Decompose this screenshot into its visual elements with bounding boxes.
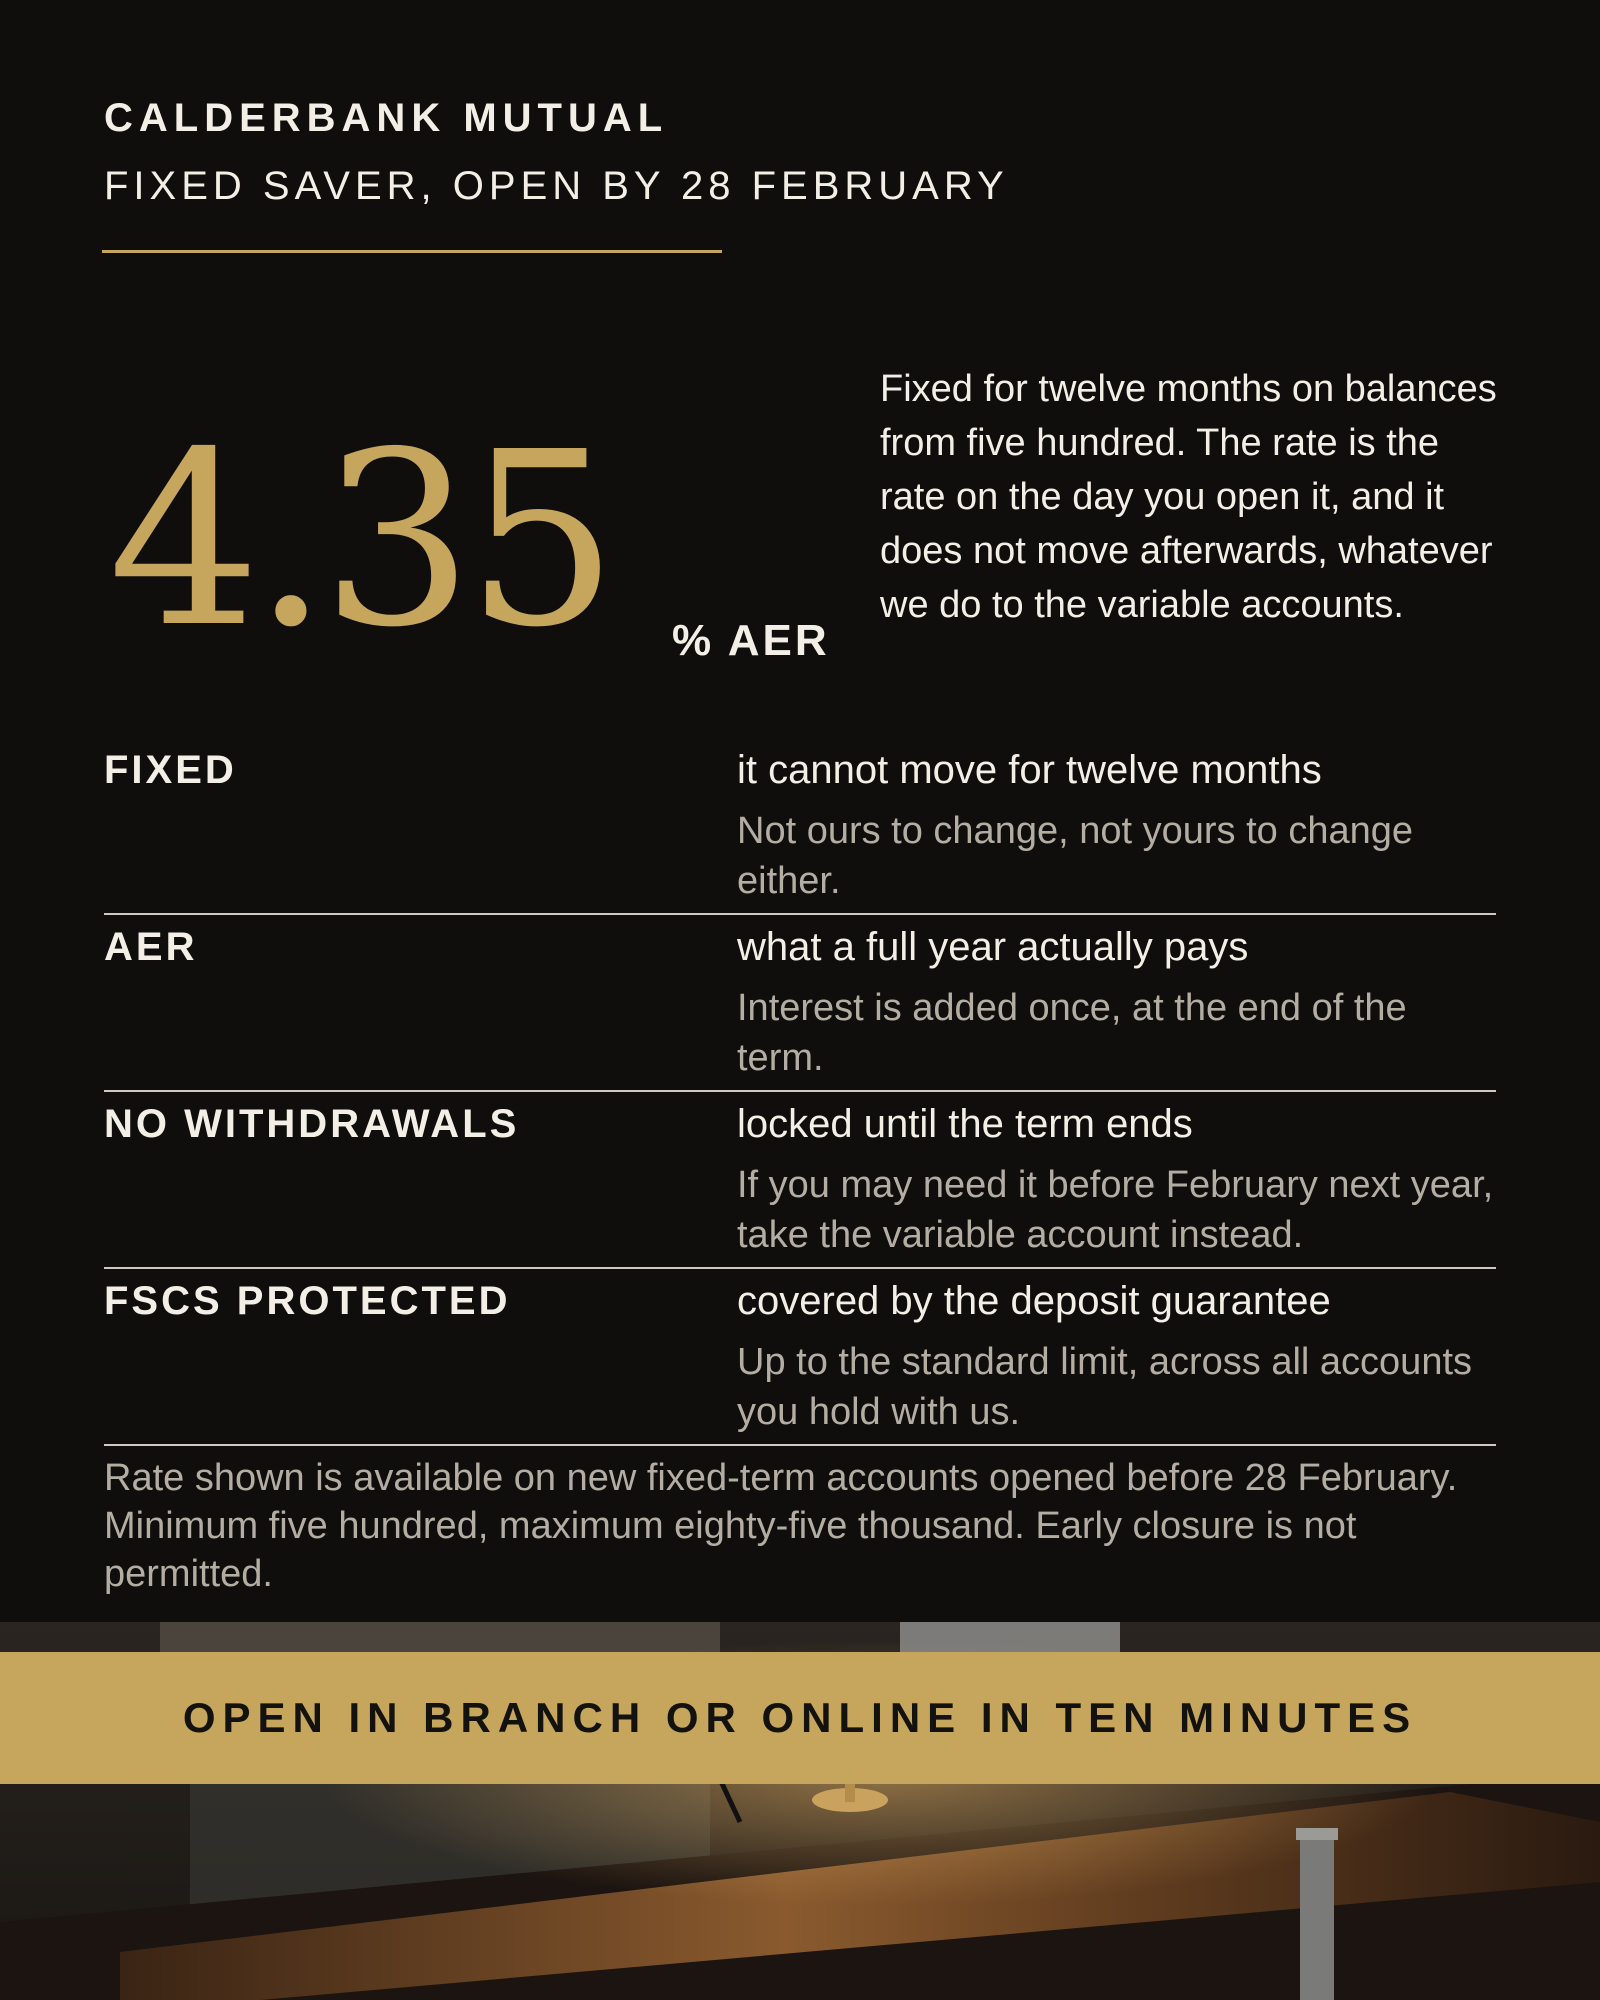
term-headline: it cannot move for twelve months xyxy=(737,748,1322,792)
term-row-no-withdrawals xyxy=(104,1092,1496,1269)
product-subtitle: FIXED SAVER, OPEN BY 28 FEBRUARY xyxy=(104,164,1009,208)
term-row-fscs-protected xyxy=(104,1269,1496,1446)
rate-intro: Fixed for twelve months on balances from five hundred. The rate is the rate on the day you open it, and it does not move afterwards, whatever we do to the variable accounts. xyxy=(880,368,1497,626)
term-label: AER xyxy=(104,925,198,969)
term-detail: If you may need it before February next year, take the variable account instead. xyxy=(737,1164,1494,1256)
gold-divider xyxy=(102,250,722,253)
term-detail: Interest is added once, at the end of the term. xyxy=(737,987,1407,1079)
term-detail: Not ours to change, not yours to change either. xyxy=(737,810,1413,902)
term-label: NO WITHDRAWALS xyxy=(104,1102,520,1146)
term-headline: covered by the deposit guarantee xyxy=(737,1279,1331,1323)
term-row-fixed xyxy=(104,738,1496,915)
term-label: FSCS PROTECTED xyxy=(104,1279,511,1323)
term-headline: locked until the term ends xyxy=(737,1102,1193,1146)
term-label: FIXED xyxy=(104,748,237,792)
term-row-aer xyxy=(104,915,1496,1092)
brand-name: CALDERBANK MUTUAL xyxy=(104,96,669,140)
terms-list xyxy=(104,738,1496,1446)
term-detail: Up to the standard limit, across all accounts you hold with us. xyxy=(737,1341,1473,1433)
cta-banner[interactable] xyxy=(0,1652,1600,1784)
disclaimer: Rate shown is available on new fixed-term accounts opened before 28 February. Minimum five hundred, maximum eighty-five thousand. Early closure is not permitted. xyxy=(104,1457,1458,1595)
rate-unit: % AER xyxy=(672,616,830,665)
term-headline: what a full year actually pays xyxy=(737,925,1249,969)
cta-label: OPEN IN BRANCH OR ONLINE IN TEN MINUTES xyxy=(182,1694,1418,1741)
rate-value: 4.35 xyxy=(108,400,611,680)
